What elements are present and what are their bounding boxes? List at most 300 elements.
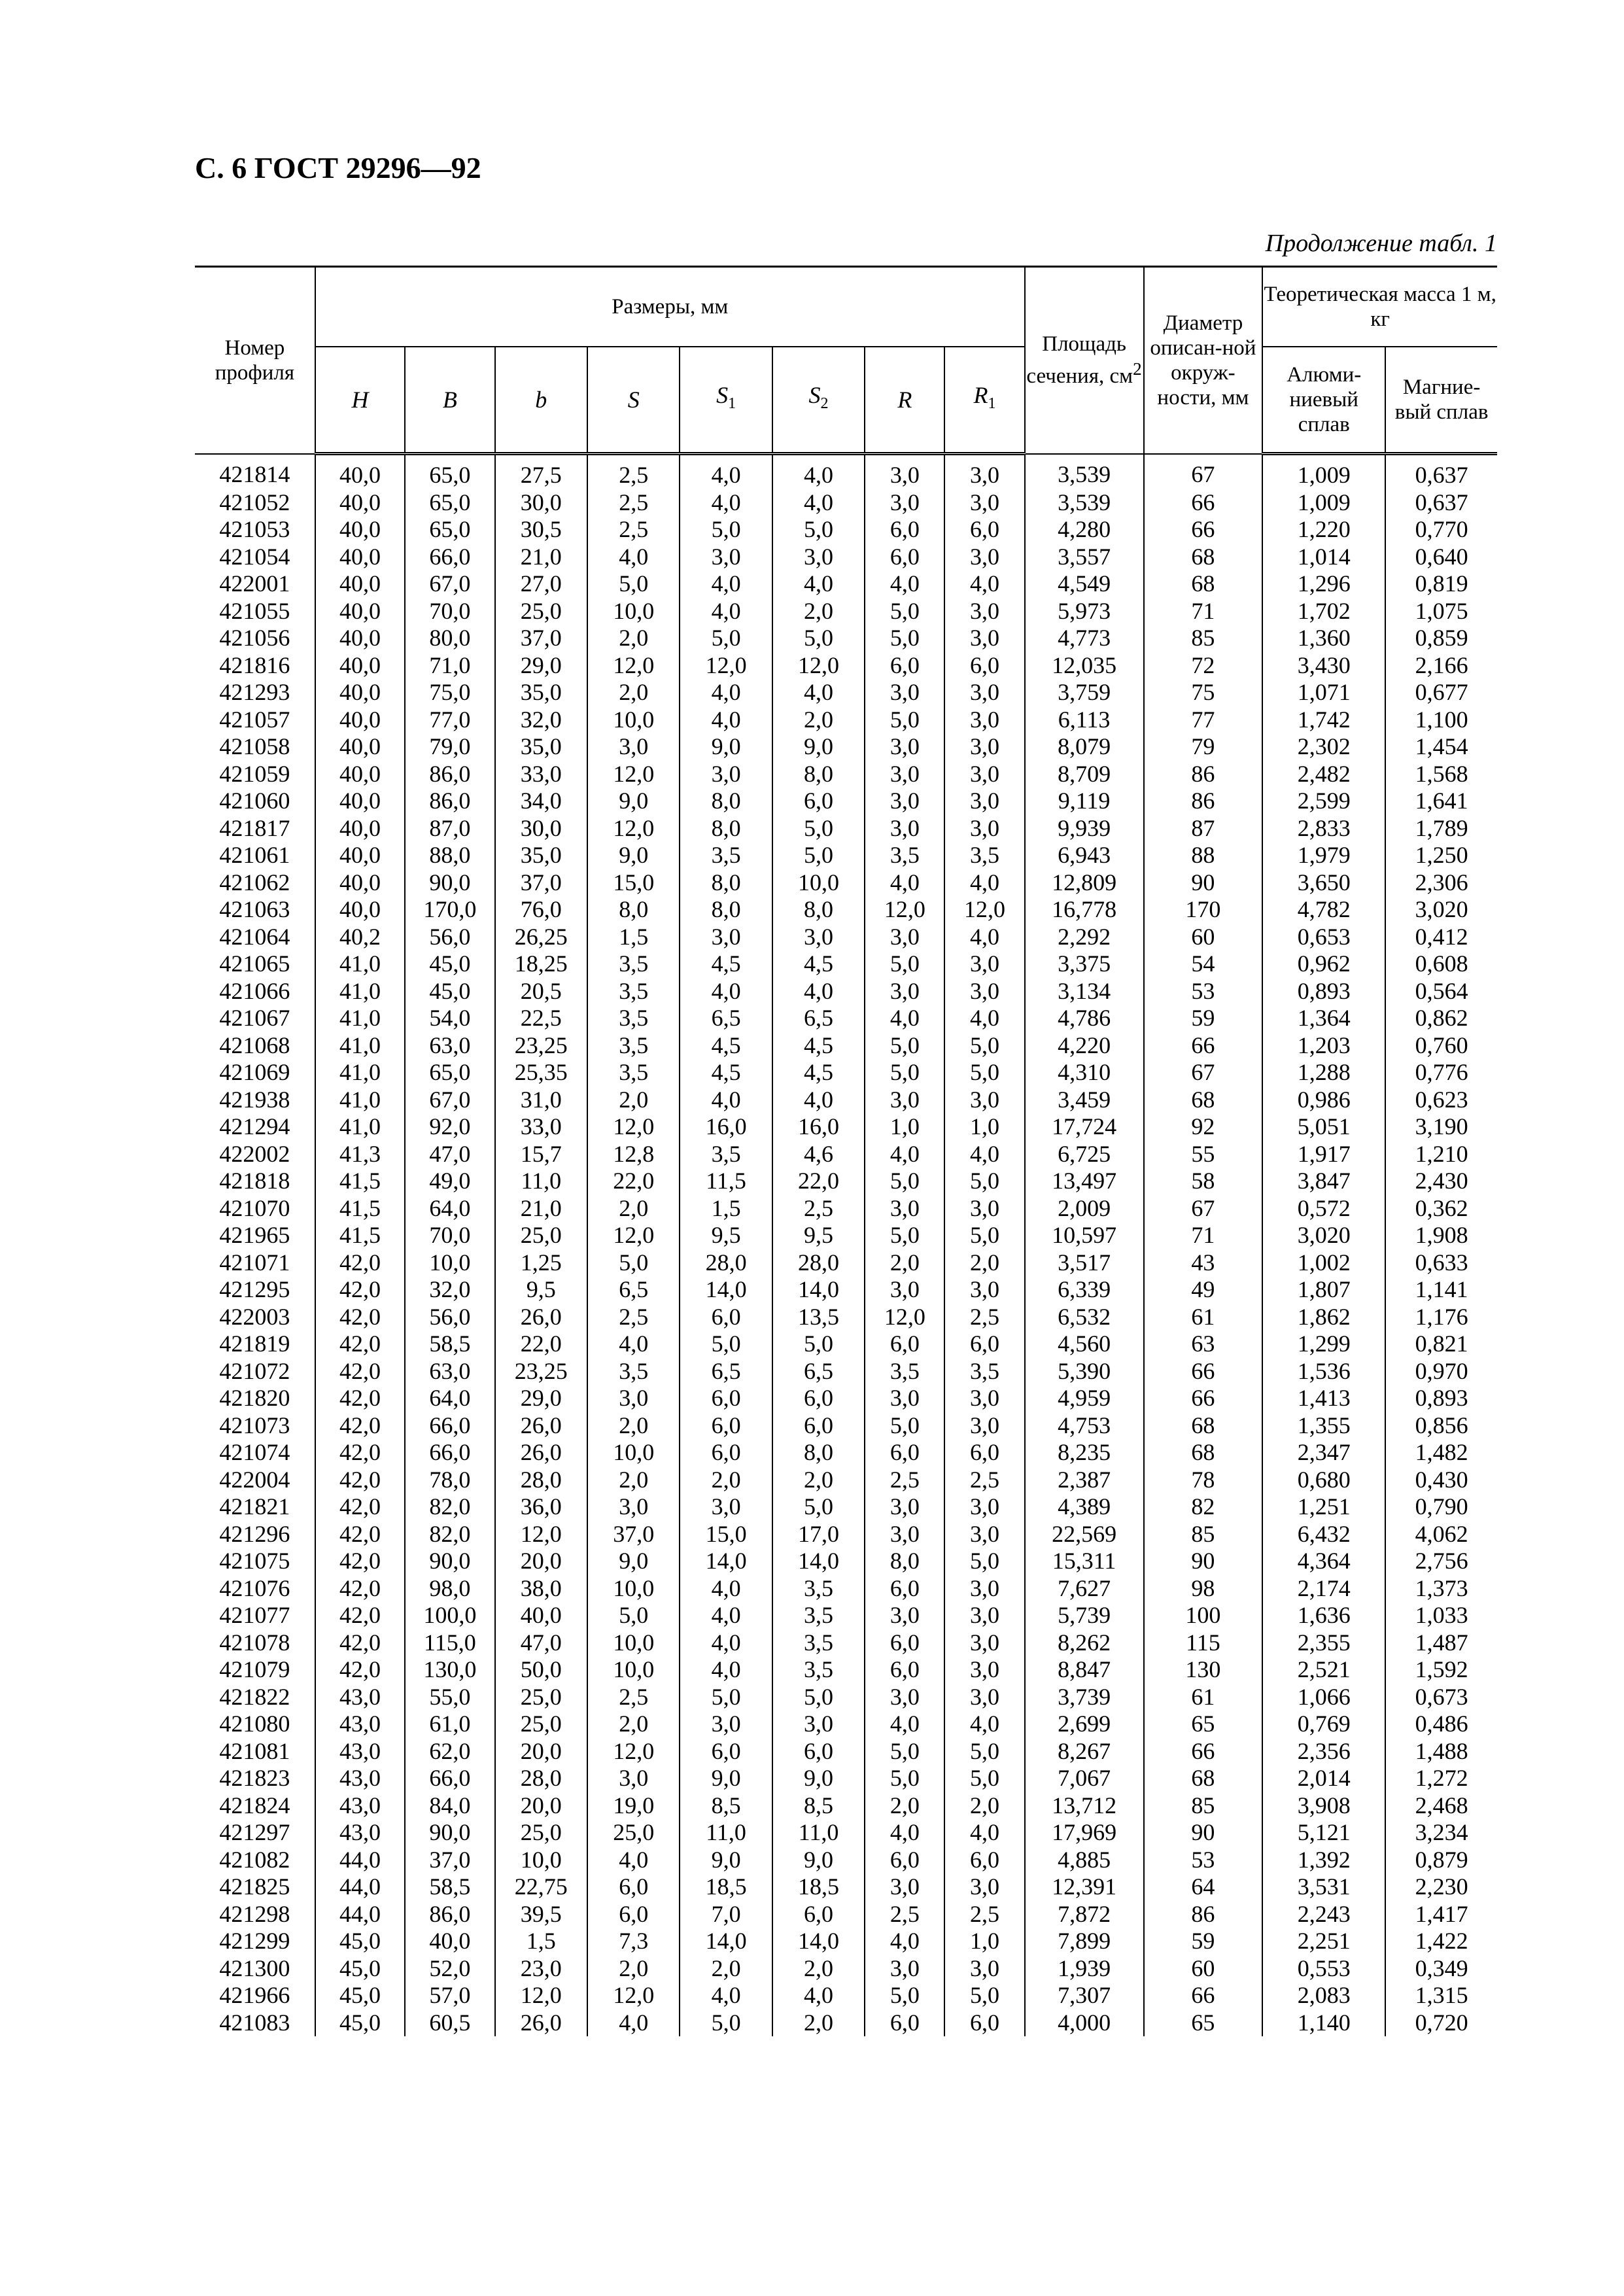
table-row (195, 924, 1497, 951)
cell-S1: 8,0 (680, 815, 772, 843)
cell-b: 23,25 (495, 1032, 587, 1060)
cell-mass-magnesium: 0,879 (1385, 1847, 1497, 1874)
cell-profile-number: 421938 (195, 1087, 315, 1114)
cell-S: 19,0 (587, 1792, 680, 1820)
cell-R: 3,0 (865, 1276, 944, 1304)
cell-mass-aluminium: 2,356 (1262, 1738, 1385, 1765)
cell-mass-aluminium: 1,917 (1262, 1141, 1385, 1168)
cell-H: 43,0 (315, 1738, 405, 1765)
table-row (195, 544, 1497, 571)
cell-R: 3,0 (865, 1873, 944, 1901)
cell-R1: 6,0 (944, 652, 1024, 680)
table-row (195, 1467, 1497, 1494)
cell-S: 5,0 (587, 1249, 680, 1277)
cell-b: 26,0 (495, 1439, 587, 1467)
cell-b: 22,75 (495, 1873, 587, 1901)
cell-profile-number: 421083 (195, 2009, 315, 2037)
cell-S: 12,0 (587, 652, 680, 680)
cell-profile-number: 422003 (195, 1304, 315, 1331)
profile-table-container (195, 266, 1497, 2036)
cell-B: 45,0 (405, 978, 494, 1005)
cell-H: 42,0 (315, 1358, 405, 1385)
table-row (195, 733, 1497, 761)
cell-profile-number: 421817 (195, 815, 315, 843)
cell-S2: 6,0 (772, 1385, 865, 1412)
cell-S2: 3,0 (772, 544, 865, 571)
cell-S1: 28,0 (680, 1249, 772, 1277)
table-body (195, 454, 1497, 2037)
cell-mass-aluminium: 1,002 (1262, 1249, 1385, 1277)
cell-profile-number: 421080 (195, 1711, 315, 1738)
cell-profile-number: 421822 (195, 1684, 315, 1711)
cell-section-area: 8,262 (1025, 1629, 1144, 1657)
cell-mass-magnesium: 0,893 (1385, 1385, 1497, 1412)
cell-S2: 2,0 (772, 706, 865, 734)
table-row (195, 1819, 1497, 1847)
cell-H: 41,3 (315, 1141, 405, 1168)
cell-profile-number: 421071 (195, 1249, 315, 1277)
cell-profile-number: 421965 (195, 1222, 315, 1249)
cell-profile-number: 421293 (195, 679, 315, 706)
cell-B: 64,0 (405, 1195, 494, 1223)
cell-S2: 8,0 (772, 761, 865, 788)
cell-S1: 6,0 (680, 1304, 772, 1331)
cell-R1: 5,0 (944, 1982, 1024, 2009)
cell-S1: 7,0 (680, 1901, 772, 1928)
table-row (195, 1521, 1497, 1548)
cell-circumscribed-diameter: 61 (1144, 1684, 1263, 1711)
cell-b: 9,5 (495, 1276, 587, 1304)
cell-R: 3,0 (865, 1684, 944, 1711)
cell-b: 15,7 (495, 1141, 587, 1168)
cell-S: 8,0 (587, 896, 680, 924)
cell-R1: 2,0 (944, 1249, 1024, 1277)
cell-R1: 3,0 (944, 679, 1024, 706)
cell-B: 75,0 (405, 679, 494, 706)
cell-H: 43,0 (315, 1684, 405, 1711)
cell-R: 12,0 (865, 1304, 944, 1331)
cell-b: 26,0 (495, 2009, 587, 2037)
cell-H: 40,0 (315, 598, 405, 625)
cell-S1: 6,0 (680, 1412, 772, 1440)
cell-mass-aluminium: 3,430 (1262, 652, 1385, 680)
cell-section-area: 4,000 (1025, 2009, 1144, 2037)
cell-S2: 12,0 (772, 652, 865, 680)
cell-circumscribed-diameter: 88 (1144, 842, 1263, 869)
cell-circumscribed-diameter: 66 (1144, 1982, 1263, 2009)
cell-mass-magnesium: 1,482 (1385, 1439, 1497, 1467)
cell-S1: 14,0 (680, 1928, 772, 1955)
cell-S: 2,0 (587, 1195, 680, 1223)
cell-profile-number: 421067 (195, 1005, 315, 1032)
table-row (195, 978, 1497, 1005)
cell-b: 25,0 (495, 598, 587, 625)
cell-R: 5,0 (865, 625, 944, 652)
cell-S2: 4,6 (772, 1141, 865, 1168)
cell-B: 10,0 (405, 1249, 494, 1277)
cell-R: 6,0 (865, 1331, 944, 1358)
col-header-section-area (1025, 267, 1144, 454)
cell-mass-magnesium: 1,417 (1385, 1901, 1497, 1928)
cell-S: 10,0 (587, 706, 680, 734)
cell-mass-aluminium: 2,355 (1262, 1629, 1385, 1657)
cell-mass-magnesium: 0,640 (1385, 544, 1497, 571)
cell-S: 3,0 (587, 1493, 680, 1521)
cell-R1: 1,0 (944, 1928, 1024, 1955)
cell-R: 6,0 (865, 1575, 944, 1603)
cell-profile-number: 421966 (195, 1982, 315, 2009)
cell-S: 10,0 (587, 1629, 680, 1657)
cell-H: 40,0 (315, 570, 405, 598)
cell-section-area: 7,627 (1025, 1575, 1144, 1603)
cell-R1: 5,0 (944, 1765, 1024, 1792)
cell-R: 3,0 (865, 924, 944, 951)
cell-b: 33,0 (495, 761, 587, 788)
cell-mass-magnesium: 0,633 (1385, 1249, 1497, 1277)
cell-S: 3,5 (587, 1358, 680, 1385)
col-header-R: R (865, 347, 944, 454)
cell-mass-magnesium: 1,373 (1385, 1575, 1497, 1603)
cell-B: 67,0 (405, 570, 494, 598)
cell-profile-number: 421295 (195, 1276, 315, 1304)
cell-S1: 9,5 (680, 1222, 772, 1249)
cell-S: 2,5 (587, 1684, 680, 1711)
cell-H: 42,0 (315, 1656, 405, 1684)
cell-section-area: 9,119 (1025, 788, 1144, 815)
table-row (195, 896, 1497, 924)
cell-S: 2,5 (587, 516, 680, 544)
cell-b: 30,5 (495, 516, 587, 544)
cell-mass-aluminium: 1,220 (1262, 516, 1385, 544)
table-row (195, 815, 1497, 843)
cell-mass-magnesium: 1,210 (1385, 1141, 1497, 1168)
cell-S: 6,5 (587, 1276, 680, 1304)
cell-R: 5,0 (865, 1059, 944, 1087)
cell-R1: 3,0 (944, 815, 1024, 843)
cell-mass-magnesium: 4,062 (1385, 1521, 1497, 1548)
table-row (195, 1765, 1497, 1792)
cell-profile-number: 421297 (195, 1819, 315, 1847)
cell-b: 20,0 (495, 1738, 587, 1765)
cell-S2: 4,0 (772, 978, 865, 1005)
cell-H: 40,2 (315, 924, 405, 951)
cell-circumscribed-diameter: 43 (1144, 1249, 1263, 1277)
cell-section-area: 8,709 (1025, 761, 1144, 788)
cell-S: 10,0 (587, 1656, 680, 1684)
table-row (195, 950, 1497, 978)
cell-R1: 3,0 (944, 978, 1024, 1005)
cell-mass-aluminium: 1,066 (1262, 1684, 1385, 1711)
cell-S: 3,5 (587, 978, 680, 1005)
cell-S2: 5,0 (772, 1684, 865, 1711)
cell-R: 3,0 (865, 1521, 944, 1548)
cell-mass-aluminium: 1,742 (1262, 706, 1385, 734)
cell-S2: 13,5 (772, 1304, 865, 1331)
cell-H: 41,0 (315, 1059, 405, 1087)
cell-b: 35,0 (495, 842, 587, 869)
table-row (195, 1331, 1497, 1358)
cell-S2: 2,5 (772, 1195, 865, 1223)
cell-mass-aluminium: 2,014 (1262, 1765, 1385, 1792)
cell-profile-number: 421076 (195, 1575, 315, 1603)
S1-symbol: S (716, 382, 729, 409)
cell-S2: 14,0 (772, 1548, 865, 1575)
cell-S1: 2,0 (680, 1955, 772, 1983)
cell-B: 65,0 (405, 516, 494, 544)
cell-S1: 8,0 (680, 869, 772, 897)
cell-B: 170,0 (405, 896, 494, 924)
cell-S1: 4,0 (680, 978, 772, 1005)
cell-B: 63,0 (405, 1032, 494, 1060)
cell-mass-magnesium: 1,789 (1385, 815, 1497, 843)
table-row (195, 1385, 1497, 1412)
cell-circumscribed-diameter: 67 (1144, 454, 1263, 489)
col-header-dimensions: Размеры, мм (315, 267, 1025, 347)
cell-b: 47,0 (495, 1629, 587, 1657)
cell-section-area: 6,532 (1025, 1304, 1144, 1331)
cell-section-area: 6,113 (1025, 706, 1144, 734)
table-continuation-label: Продолжение табл. 1 (1265, 230, 1497, 257)
cell-circumscribed-diameter: 130 (1144, 1656, 1263, 1684)
cell-b: 30,0 (495, 815, 587, 843)
cell-H: 41,0 (315, 1087, 405, 1114)
table-row (195, 2009, 1497, 2037)
cell-R: 5,0 (865, 1982, 944, 2009)
cell-S1: 4,0 (680, 489, 772, 517)
cell-mass-magnesium: 0,677 (1385, 679, 1497, 706)
cell-mass-aluminium: 1,360 (1262, 625, 1385, 652)
cell-H: 43,0 (315, 1765, 405, 1792)
cell-B: 71,0 (405, 652, 494, 680)
cell-profile-number: 421061 (195, 842, 315, 869)
cell-mass-aluminium: 2,243 (1262, 1901, 1385, 1928)
cell-section-area: 4,753 (1025, 1412, 1144, 1440)
cell-S: 1,5 (587, 924, 680, 951)
cell-S2: 8,5 (772, 1792, 865, 1820)
cell-S: 2,0 (587, 625, 680, 652)
S2-subscript: 2 (820, 395, 829, 413)
cell-R: 1,0 (865, 1113, 944, 1141)
cell-R1: 2,5 (944, 1304, 1024, 1331)
cell-H: 43,0 (315, 1711, 405, 1738)
table-row (195, 1141, 1497, 1168)
cell-B: 66,0 (405, 1439, 494, 1467)
cell-S1: 8,5 (680, 1792, 772, 1820)
cell-H: 40,0 (315, 733, 405, 761)
cell-R: 3,0 (865, 1602, 944, 1629)
cell-circumscribed-diameter: 63 (1144, 1331, 1263, 1358)
cell-mass-magnesium: 1,075 (1385, 598, 1497, 625)
cell-circumscribed-diameter: 71 (1144, 1222, 1263, 1249)
profile-table (195, 266, 1497, 2036)
table-row (195, 1792, 1497, 1820)
cell-section-area: 6,339 (1025, 1276, 1144, 1304)
cell-B: 92,0 (405, 1113, 494, 1141)
cell-S: 7,3 (587, 1928, 680, 1955)
cell-S1: 3,5 (680, 842, 772, 869)
cell-mass-aluminium: 2,599 (1262, 788, 1385, 815)
cell-S1: 14,0 (680, 1548, 772, 1575)
cell-profile-number: 421064 (195, 924, 315, 951)
cell-circumscribed-diameter: 79 (1144, 733, 1263, 761)
cell-H: 41,0 (315, 1005, 405, 1032)
cell-S2: 9,0 (772, 1847, 865, 1874)
cell-B: 78,0 (405, 1467, 494, 1494)
cell-profile-number: 421075 (195, 1548, 315, 1575)
cell-S: 10,0 (587, 1439, 680, 1467)
cell-b: 20,0 (495, 1792, 587, 1820)
cell-R: 5,0 (865, 1222, 944, 1249)
cell-S: 2,0 (587, 1412, 680, 1440)
cell-circumscribed-diameter: 82 (1144, 1493, 1263, 1521)
cell-H: 42,0 (315, 1249, 405, 1277)
cell-R: 3,0 (865, 761, 944, 788)
cell-H: 41,5 (315, 1168, 405, 1195)
cell-R: 4,0 (865, 570, 944, 598)
cell-R1: 3,0 (944, 1087, 1024, 1114)
cell-H: 41,0 (315, 950, 405, 978)
cell-H: 41,0 (315, 1113, 405, 1141)
cell-S1: 12,0 (680, 652, 772, 680)
cell-S1: 4,0 (680, 598, 772, 625)
cell-R1: 1,0 (944, 1113, 1024, 1141)
cell-b: 25,0 (495, 1711, 587, 1738)
cell-H: 43,0 (315, 1792, 405, 1820)
cell-circumscribed-diameter: 66 (1144, 1385, 1263, 1412)
cell-circumscribed-diameter: 68 (1144, 544, 1263, 571)
table-row (195, 1602, 1497, 1629)
cell-S: 3,5 (587, 950, 680, 978)
cell-H: 45,0 (315, 1982, 405, 2009)
cell-S1: 2,0 (680, 1467, 772, 1494)
col-header-S1 (680, 347, 772, 454)
cell-b: 76,0 (495, 896, 587, 924)
cell-circumscribed-diameter: 68 (1144, 1087, 1263, 1114)
cell-mass-magnesium: 1,033 (1385, 1602, 1497, 1629)
cell-S1: 9,0 (680, 1847, 772, 1874)
cell-b: 28,0 (495, 1467, 587, 1494)
cell-S2: 3,5 (772, 1629, 865, 1657)
cell-R: 6,0 (865, 1439, 944, 1467)
cell-mass-aluminium: 1,288 (1262, 1059, 1385, 1087)
cell-mass-magnesium: 0,486 (1385, 1711, 1497, 1738)
cell-R: 4,0 (865, 1141, 944, 1168)
table-row (195, 1222, 1497, 1249)
cell-mass-magnesium: 1,272 (1385, 1765, 1497, 1792)
cell-circumscribed-diameter: 68 (1144, 1439, 1263, 1467)
cell-S1: 6,5 (680, 1358, 772, 1385)
cell-profile-number: 422004 (195, 1467, 315, 1494)
cell-circumscribed-diameter: 66 (1144, 1738, 1263, 1765)
cell-section-area: 15,311 (1025, 1548, 1144, 1575)
table-row (195, 1629, 1497, 1657)
cell-R: 4,0 (865, 1928, 944, 1955)
cell-S: 9,0 (587, 788, 680, 815)
cell-S1: 9,0 (680, 1765, 772, 1792)
cell-R: 3,0 (865, 454, 944, 489)
cell-R: 5,0 (865, 1168, 944, 1195)
table-row (195, 1548, 1497, 1575)
cell-R1: 3,0 (944, 788, 1024, 815)
cell-B: 90,0 (405, 869, 494, 897)
cell-H: 42,0 (315, 1602, 405, 1629)
cell-mass-magnesium: 2,306 (1385, 869, 1497, 897)
cell-H: 43,0 (315, 1819, 405, 1847)
cell-circumscribed-diameter: 66 (1144, 1032, 1263, 1060)
cell-circumscribed-diameter: 59 (1144, 1928, 1263, 1955)
cell-B: 56,0 (405, 1304, 494, 1331)
cell-section-area: 3,557 (1025, 544, 1144, 571)
cell-S: 6,0 (587, 1873, 680, 1901)
cell-profile-number: 421062 (195, 869, 315, 897)
cell-b: 25,35 (495, 1059, 587, 1087)
cell-B: 65,0 (405, 454, 494, 489)
cell-mass-aluminium: 1,702 (1262, 598, 1385, 625)
cell-S2: 5,0 (772, 625, 865, 652)
cell-S1: 6,0 (680, 1738, 772, 1765)
cell-profile-number: 421818 (195, 1168, 315, 1195)
cell-H: 40,0 (315, 679, 405, 706)
cell-R: 3,0 (865, 489, 944, 517)
cell-profile-number: 421052 (195, 489, 315, 517)
cell-circumscribed-diameter: 90 (1144, 1548, 1263, 1575)
cell-S: 3,5 (587, 1032, 680, 1060)
cell-mass-aluminium: 1,071 (1262, 679, 1385, 706)
cell-S2: 22,0 (772, 1168, 865, 1195)
table-row (195, 1195, 1497, 1223)
cell-b: 12,0 (495, 1521, 587, 1548)
cell-S2: 4,0 (772, 1982, 865, 2009)
cell-circumscribed-diameter: 66 (1144, 489, 1263, 517)
table-row (195, 1711, 1497, 1738)
cell-profile-number: 421078 (195, 1629, 315, 1657)
cell-profile-number: 421063 (195, 896, 315, 924)
cell-profile-number: 421820 (195, 1385, 315, 1412)
cell-section-area: 12,035 (1025, 652, 1144, 680)
cell-B: 32,0 (405, 1276, 494, 1304)
cell-S2: 8,0 (772, 896, 865, 924)
cell-B: 80,0 (405, 625, 494, 652)
cell-profile-number: 421053 (195, 516, 315, 544)
cell-circumscribed-diameter: 92 (1144, 1113, 1263, 1141)
cell-section-area: 3,134 (1025, 978, 1144, 1005)
cell-S2: 28,0 (772, 1249, 865, 1277)
cell-S: 4,0 (587, 1847, 680, 1874)
cell-circumscribed-diameter: 86 (1144, 1901, 1263, 1928)
cell-circumscribed-diameter: 86 (1144, 761, 1263, 788)
cell-mass-magnesium: 0,720 (1385, 2009, 1497, 2037)
cell-mass-magnesium: 0,862 (1385, 1005, 1497, 1032)
cell-b: 11,0 (495, 1168, 587, 1195)
cell-S: 12,8 (587, 1141, 680, 1168)
cell-mass-aluminium: 0,572 (1262, 1195, 1385, 1223)
cell-R: 6,0 (865, 2009, 944, 2037)
cell-section-area: 2,699 (1025, 1711, 1144, 1738)
cell-mass-magnesium: 0,412 (1385, 924, 1497, 951)
cell-profile-number: 421057 (195, 706, 315, 734)
cell-R: 3,0 (865, 1385, 944, 1412)
table-row (195, 1005, 1497, 1032)
cell-b: 40,0 (495, 1602, 587, 1629)
cell-R1: 3,0 (944, 706, 1024, 734)
cell-mass-aluminium: 0,769 (1262, 1711, 1385, 1738)
cell-H: 41,5 (315, 1195, 405, 1223)
cell-H: 44,0 (315, 1847, 405, 1874)
cell-b: 25,0 (495, 1684, 587, 1711)
cell-S2: 3,5 (772, 1656, 865, 1684)
cell-mass-magnesium: 1,100 (1385, 706, 1497, 734)
cell-H: 40,0 (315, 454, 405, 489)
